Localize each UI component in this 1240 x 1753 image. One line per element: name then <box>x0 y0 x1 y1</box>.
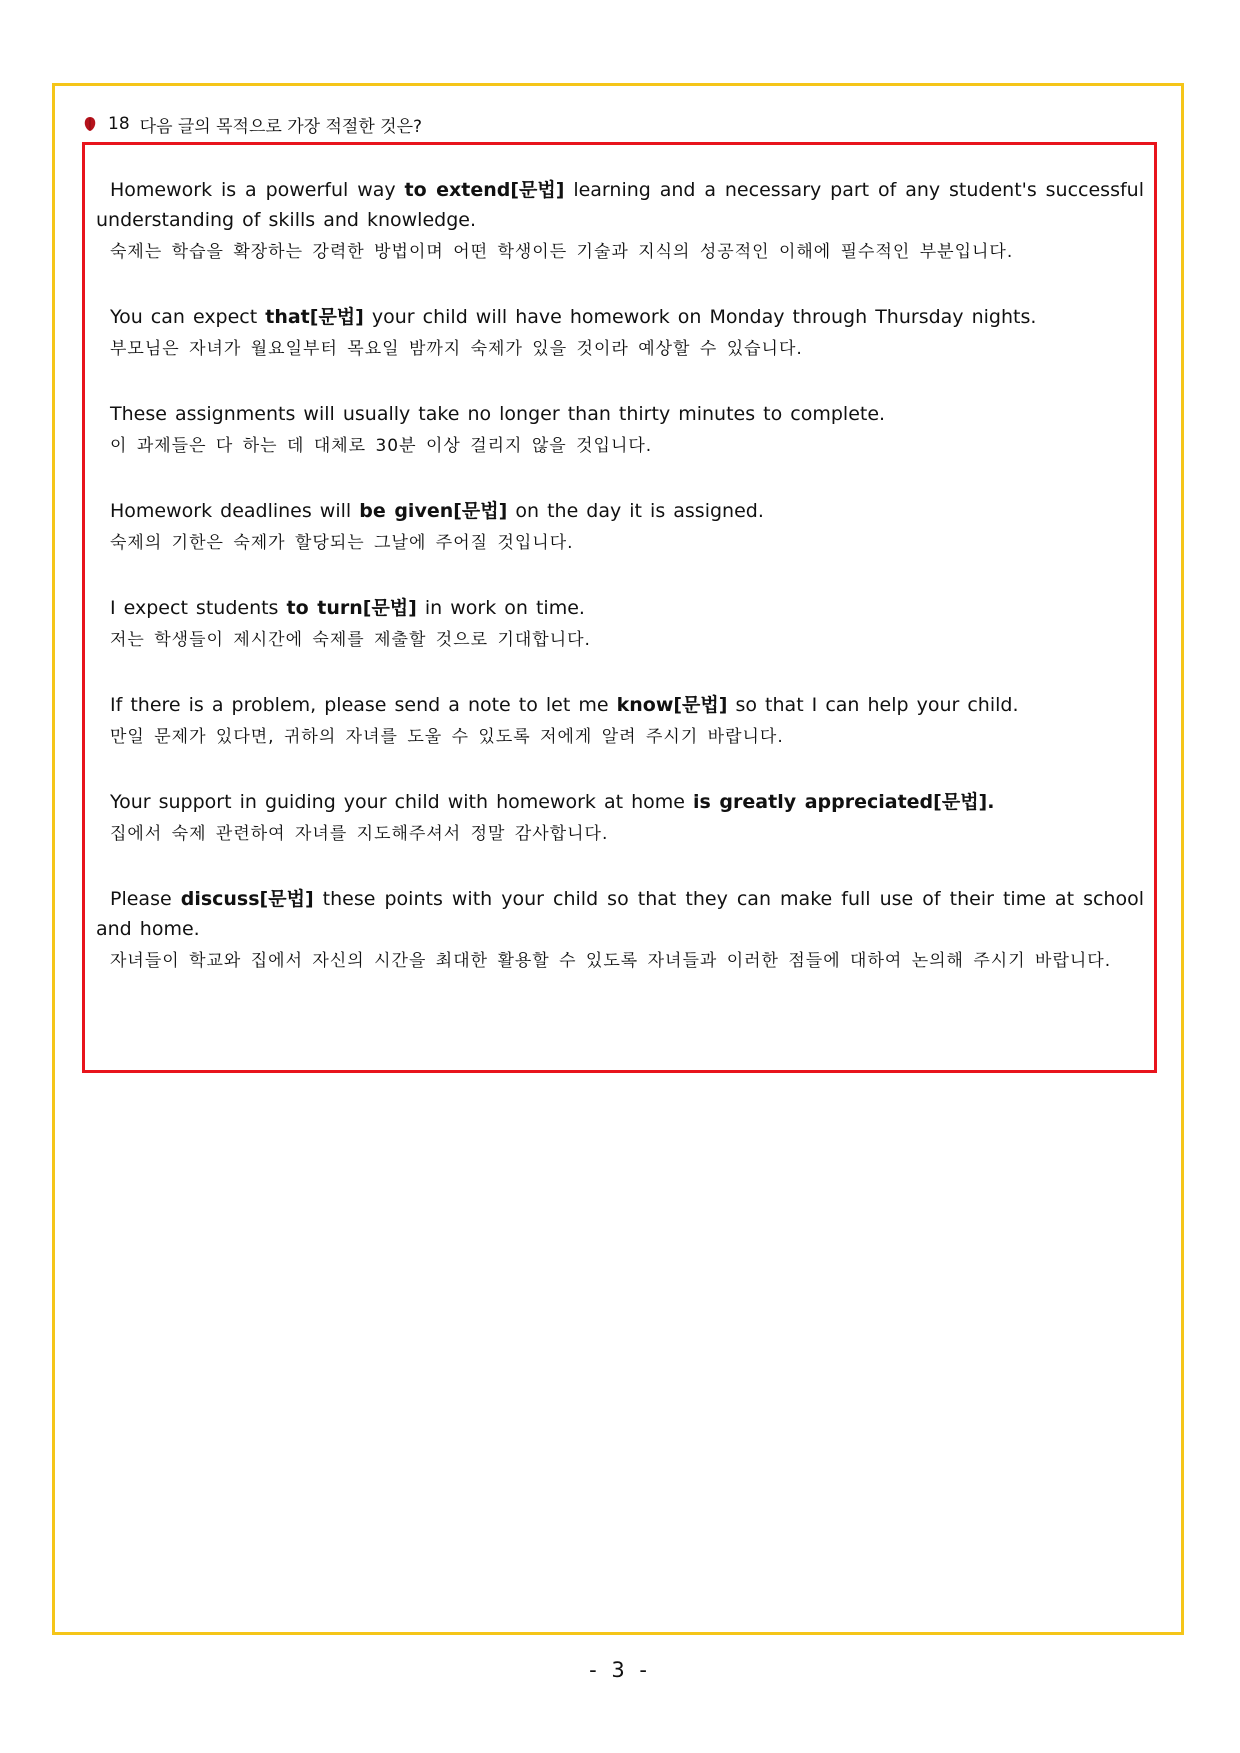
grammar-emphasis: to extend[문법] <box>404 179 565 201</box>
passage-box <box>82 142 1157 1073</box>
english-sentence: These assignments will usually take no longer than thirty minutes to complete. <box>110 403 886 425</box>
korean-translation: 부모님은 자녀가 월요일부터 목요일 밤까지 숙제가 있을 것이라 예상할 수 있습니다. <box>110 339 803 359</box>
grammar-emphasis: is greatly appreciated[문법]. <box>693 791 995 813</box>
grammar-emphasis: know[문법] <box>616 694 728 716</box>
sentence-pair <box>96 884 1144 976</box>
english-sentence: If there is a problem, please send a note to let me know[문법] so that I can help your child. <box>110 694 1019 716</box>
english-sentence: Homework is a powerful way to extend[문법] learning and a necessary part of any student's successful understanding of skills and knowledge. <box>96 179 1144 231</box>
page-number: - 3 - <box>589 1658 651 1682</box>
sentence-pair <box>96 690 1144 752</box>
korean-translation: 집에서 숙제 관련하여 자녀를 지도해주셔서 정말 감사합니다. <box>110 824 609 844</box>
korean-translation: 만일 문제가 있다면, 귀하의 자녀를 도울 수 있도록 저에게 알려 주시기 바랍니다. <box>110 727 784 747</box>
korean-translation: 저는 학생들이 제시간에 숙제를 제출할 것으로 기대합니다. <box>110 630 591 650</box>
bullet-icon <box>84 116 96 132</box>
sentence-pair <box>96 787 1144 849</box>
english-sentence: Please discuss[문법] these points with your child so that they can make full use of their time at school and home. <box>96 888 1144 940</box>
grammar-emphasis: be given[문법] <box>359 500 508 522</box>
question-prompt: 다음 글의 목적으로 가장 적절한 것은? <box>139 116 423 137</box>
korean-translation: 숙제는 학습을 확장하는 강력한 방법이며 어떤 학생이든 기술과 지식의 성공적인 이해에 필수적인 부분입니다. <box>110 242 1014 262</box>
question-number: 18 <box>108 114 130 134</box>
english-sentence: You can expect that[문법] your child will have homework on Monday through Thursday nights. <box>110 306 1037 328</box>
korean-translation: 숙제의 기한은 숙제가 할당되는 그날에 주어질 것입니다. <box>110 533 574 553</box>
grammar-emphasis: that[문법] <box>265 306 364 328</box>
question-header <box>84 110 422 138</box>
sentence-pair <box>96 496 1144 558</box>
english-sentence: I expect students to turn[문법] in work on time. <box>110 597 585 619</box>
korean-translation: 이 과제들은 다 하는 데 대체로 30분 이상 걸리지 않을 것입니다. <box>110 436 653 456</box>
sentence-pair <box>96 593 1144 655</box>
english-sentence: Homework deadlines will be given[문법] on the day it is assigned. <box>110 500 764 522</box>
sentence-pair <box>96 175 1144 267</box>
grammar-emphasis: to turn[문법] <box>286 597 417 619</box>
grammar-emphasis: discuss[문법] <box>180 888 314 910</box>
korean-translation: 자녀들이 학교와 집에서 자신의 시간을 최대한 활용할 수 있도록 자녀들과 이러한 점들에 대하여 논의해 주시기 바랍니다. <box>110 951 1112 971</box>
sentence-pair <box>96 399 1144 461</box>
english-sentence: Your support in guiding your child with homework at home is greatly appreciated[문법]. <box>110 791 995 813</box>
sentence-pair <box>96 302 1144 364</box>
